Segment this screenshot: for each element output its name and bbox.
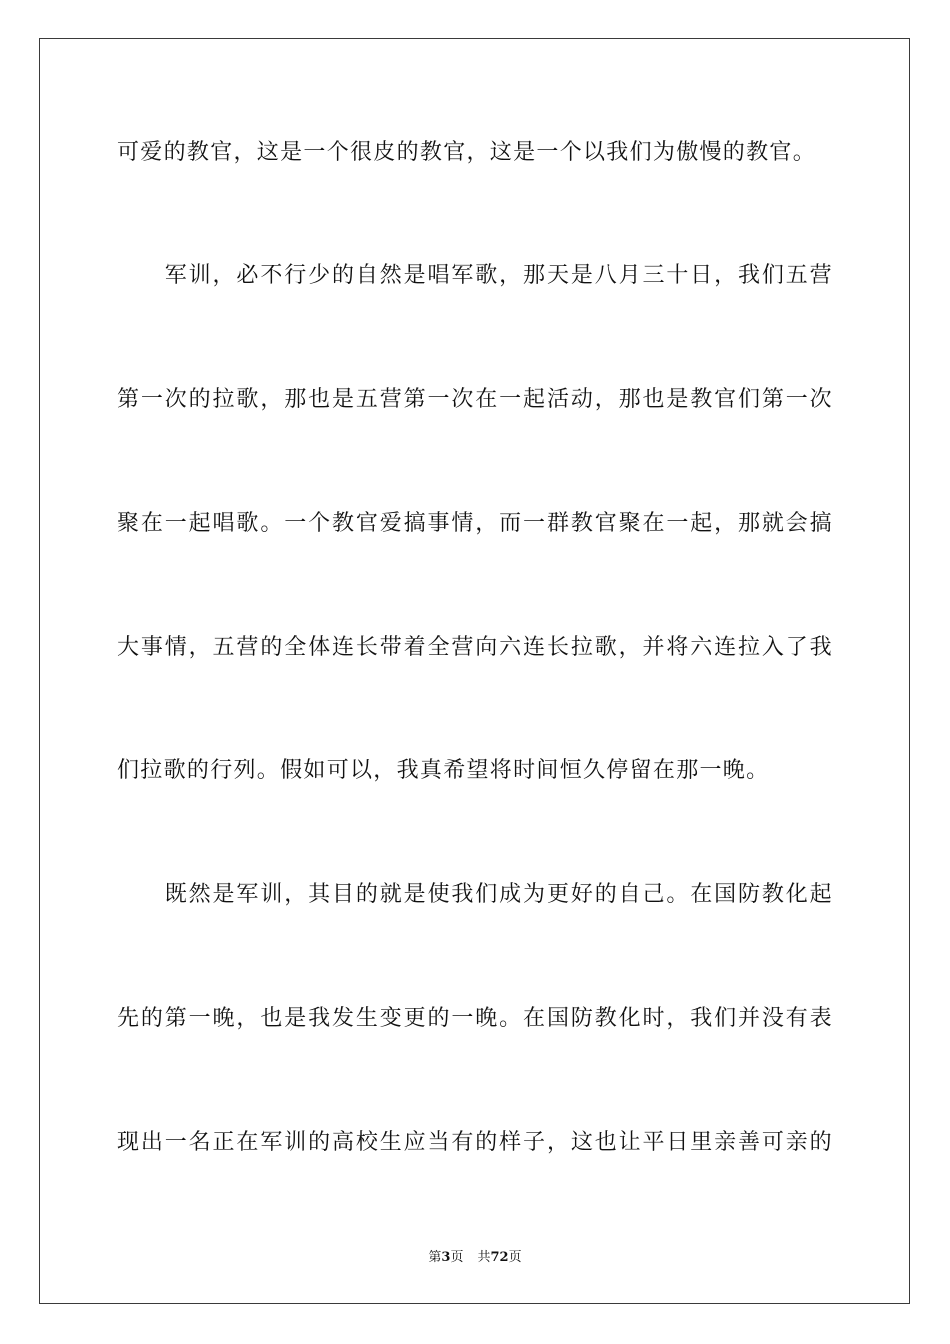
page-footer <box>0 1248 950 1268</box>
paragraph-line-5: 大事情，五营的全体连长带着全营向六连长拉歌，并将六连拉入了我 <box>117 635 833 660</box>
total-pages: 72 <box>490 1250 509 1265</box>
paragraph-line-9: 现出一名正在军训的高校生应当有的样子，这也让平日里亲善可亲的 <box>117 1130 833 1155</box>
page-border <box>39 38 910 1304</box>
paragraph-line-6: 们拉歌的行列。假如可以，我真希望将时间恒久停留在那一晚。 <box>117 758 770 783</box>
paragraph-line-7: 既然是军训，其目的就是使我们成为更好的自己。在国防教化起 <box>117 882 833 907</box>
total-prefix: 共 <box>477 1250 491 1265</box>
paragraph-line-3: 第一次的拉歌，那也是五营第一次在一起活动，那也是教官们第一次 <box>117 387 833 412</box>
paragraph-line-1: 可爱的教官，这是一个很皮的教官，这是一个以我们为傲慢的教官。 <box>117 140 817 165</box>
page-number: 3 <box>441 1250 451 1265</box>
page-prefix: 第 <box>428 1250 442 1265</box>
paragraph-line-8: 先的第一晚，也是我发生变更的一晚。在国防教化时，我们并没有表 <box>117 1006 833 1031</box>
page-suffix: 页 <box>450 1250 464 1265</box>
paragraph-line-2: 军训，必不行少的自然是唱军歌，那天是八月三十日，我们五营 <box>117 263 833 288</box>
paragraph-line-4: 聚在一起唱歌。一个教官爱搞事情，而一群教官聚在一起，那就会搞 <box>117 511 833 536</box>
total-suffix: 页 <box>508 1250 522 1265</box>
